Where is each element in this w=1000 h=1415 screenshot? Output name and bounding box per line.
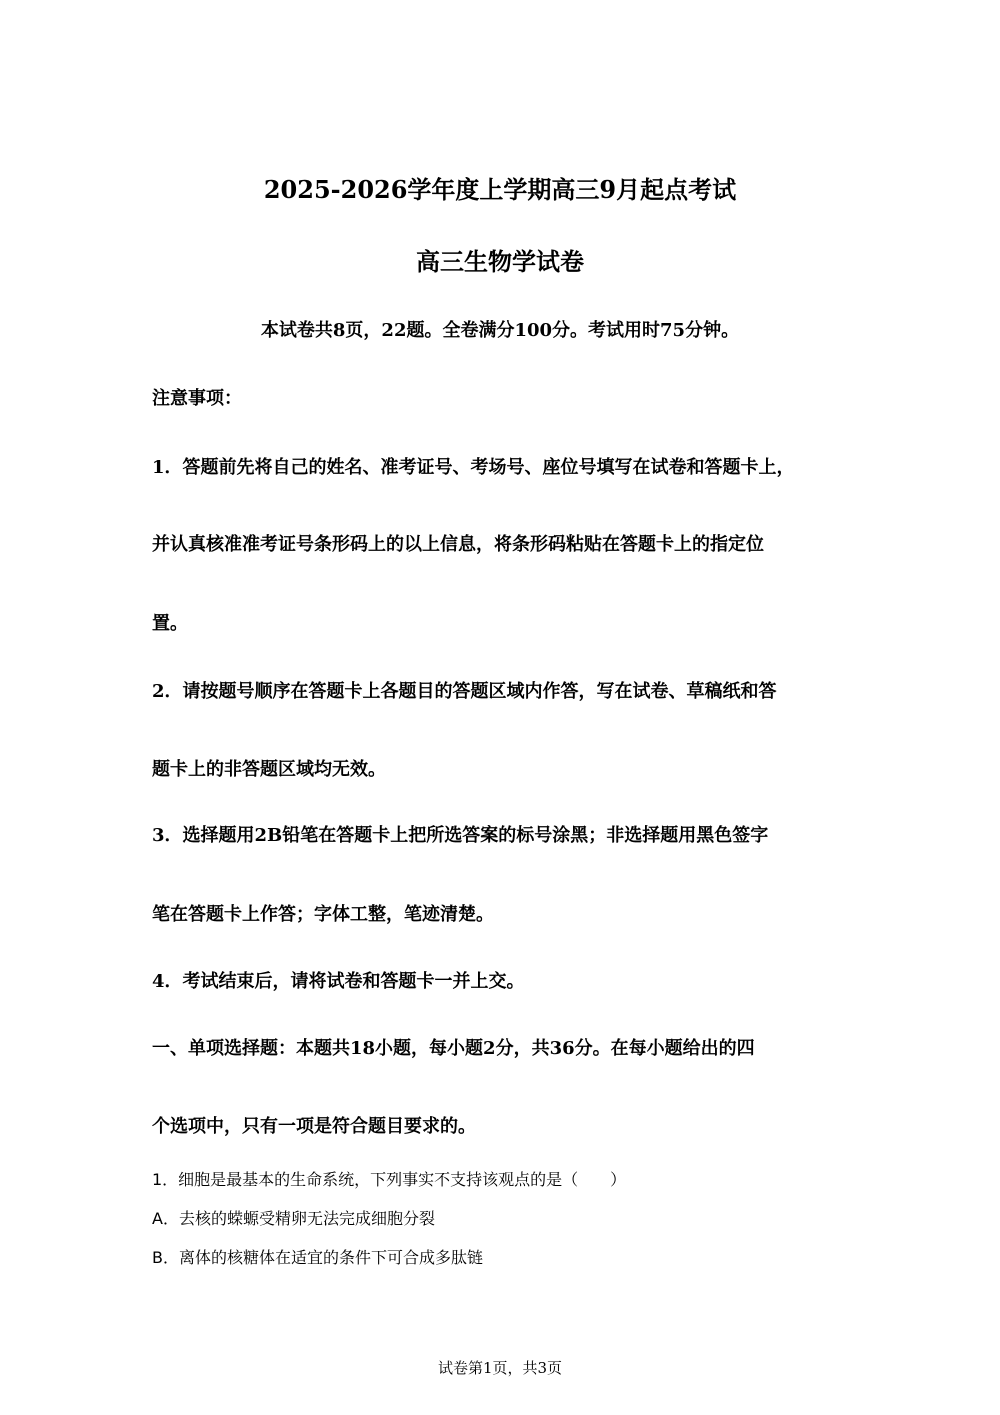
page-footer: 试卷第1页，共3页 xyxy=(437,1359,563,1377)
exam-info: 本试卷共8页，22题。全卷满分100分。考试用时75分钟。 xyxy=(260,320,740,341)
notice-item-3-line-1: 3．选择题用2B铅笔在答题卡上把所选答案的标号涂黑；非选择题用黑色签字 xyxy=(152,825,769,846)
question-1-stem: 1．细胞是最基本的生命系统，下列事实不支持该观点的是（ ） xyxy=(152,1170,627,1189)
notice-item-1-line-1: 1．答题前先将自己的姓名、准考证号、考场号、座位号填写在试卷和答题卡上， xyxy=(152,457,795,478)
notice-item-4-line-1: 4．考试结束后，请将试卷和答题卡一并上交。 xyxy=(152,971,525,992)
section-heading-line-1: 一、单项选择题：本题共18小题，每小题2分，共36分。在每小题给出的四 xyxy=(152,1038,755,1059)
exam-title: 2025-2026学年度上学期高三9月起点考试 xyxy=(263,175,737,204)
notice-heading: 注意事项： xyxy=(152,388,242,409)
notice-item-1-line-2: 并认真核准准考证号条形码上的以上信息，将条形码粘贴在答题卡上的指定位 xyxy=(152,534,764,555)
section-heading-line-2: 个选项中，只有一项是符合题目要求的。 xyxy=(152,1116,476,1137)
notice-item-1-line-3: 置。 xyxy=(152,613,188,634)
notice-item-2-line-2: 题卡上的非答题区域均无效。 xyxy=(152,759,386,780)
notice-item-3-line-2: 笔在答题卡上作答；字体工整，笔迹清楚。 xyxy=(152,904,494,925)
question-1-option-b: B．离体的核糖体在适宜的条件下可合成多肽链 xyxy=(152,1248,483,1267)
notice-item-2-line-1: 2．请按题号顺序在答题卡上各题目的答题区域内作答，写在试卷、草稿纸和答 xyxy=(152,681,777,702)
question-1-option-a: A．去核的蝾螈受精卵无法完成细胞分裂 xyxy=(152,1209,435,1228)
exam-subtitle: 高三生物学试卷 xyxy=(416,247,584,276)
